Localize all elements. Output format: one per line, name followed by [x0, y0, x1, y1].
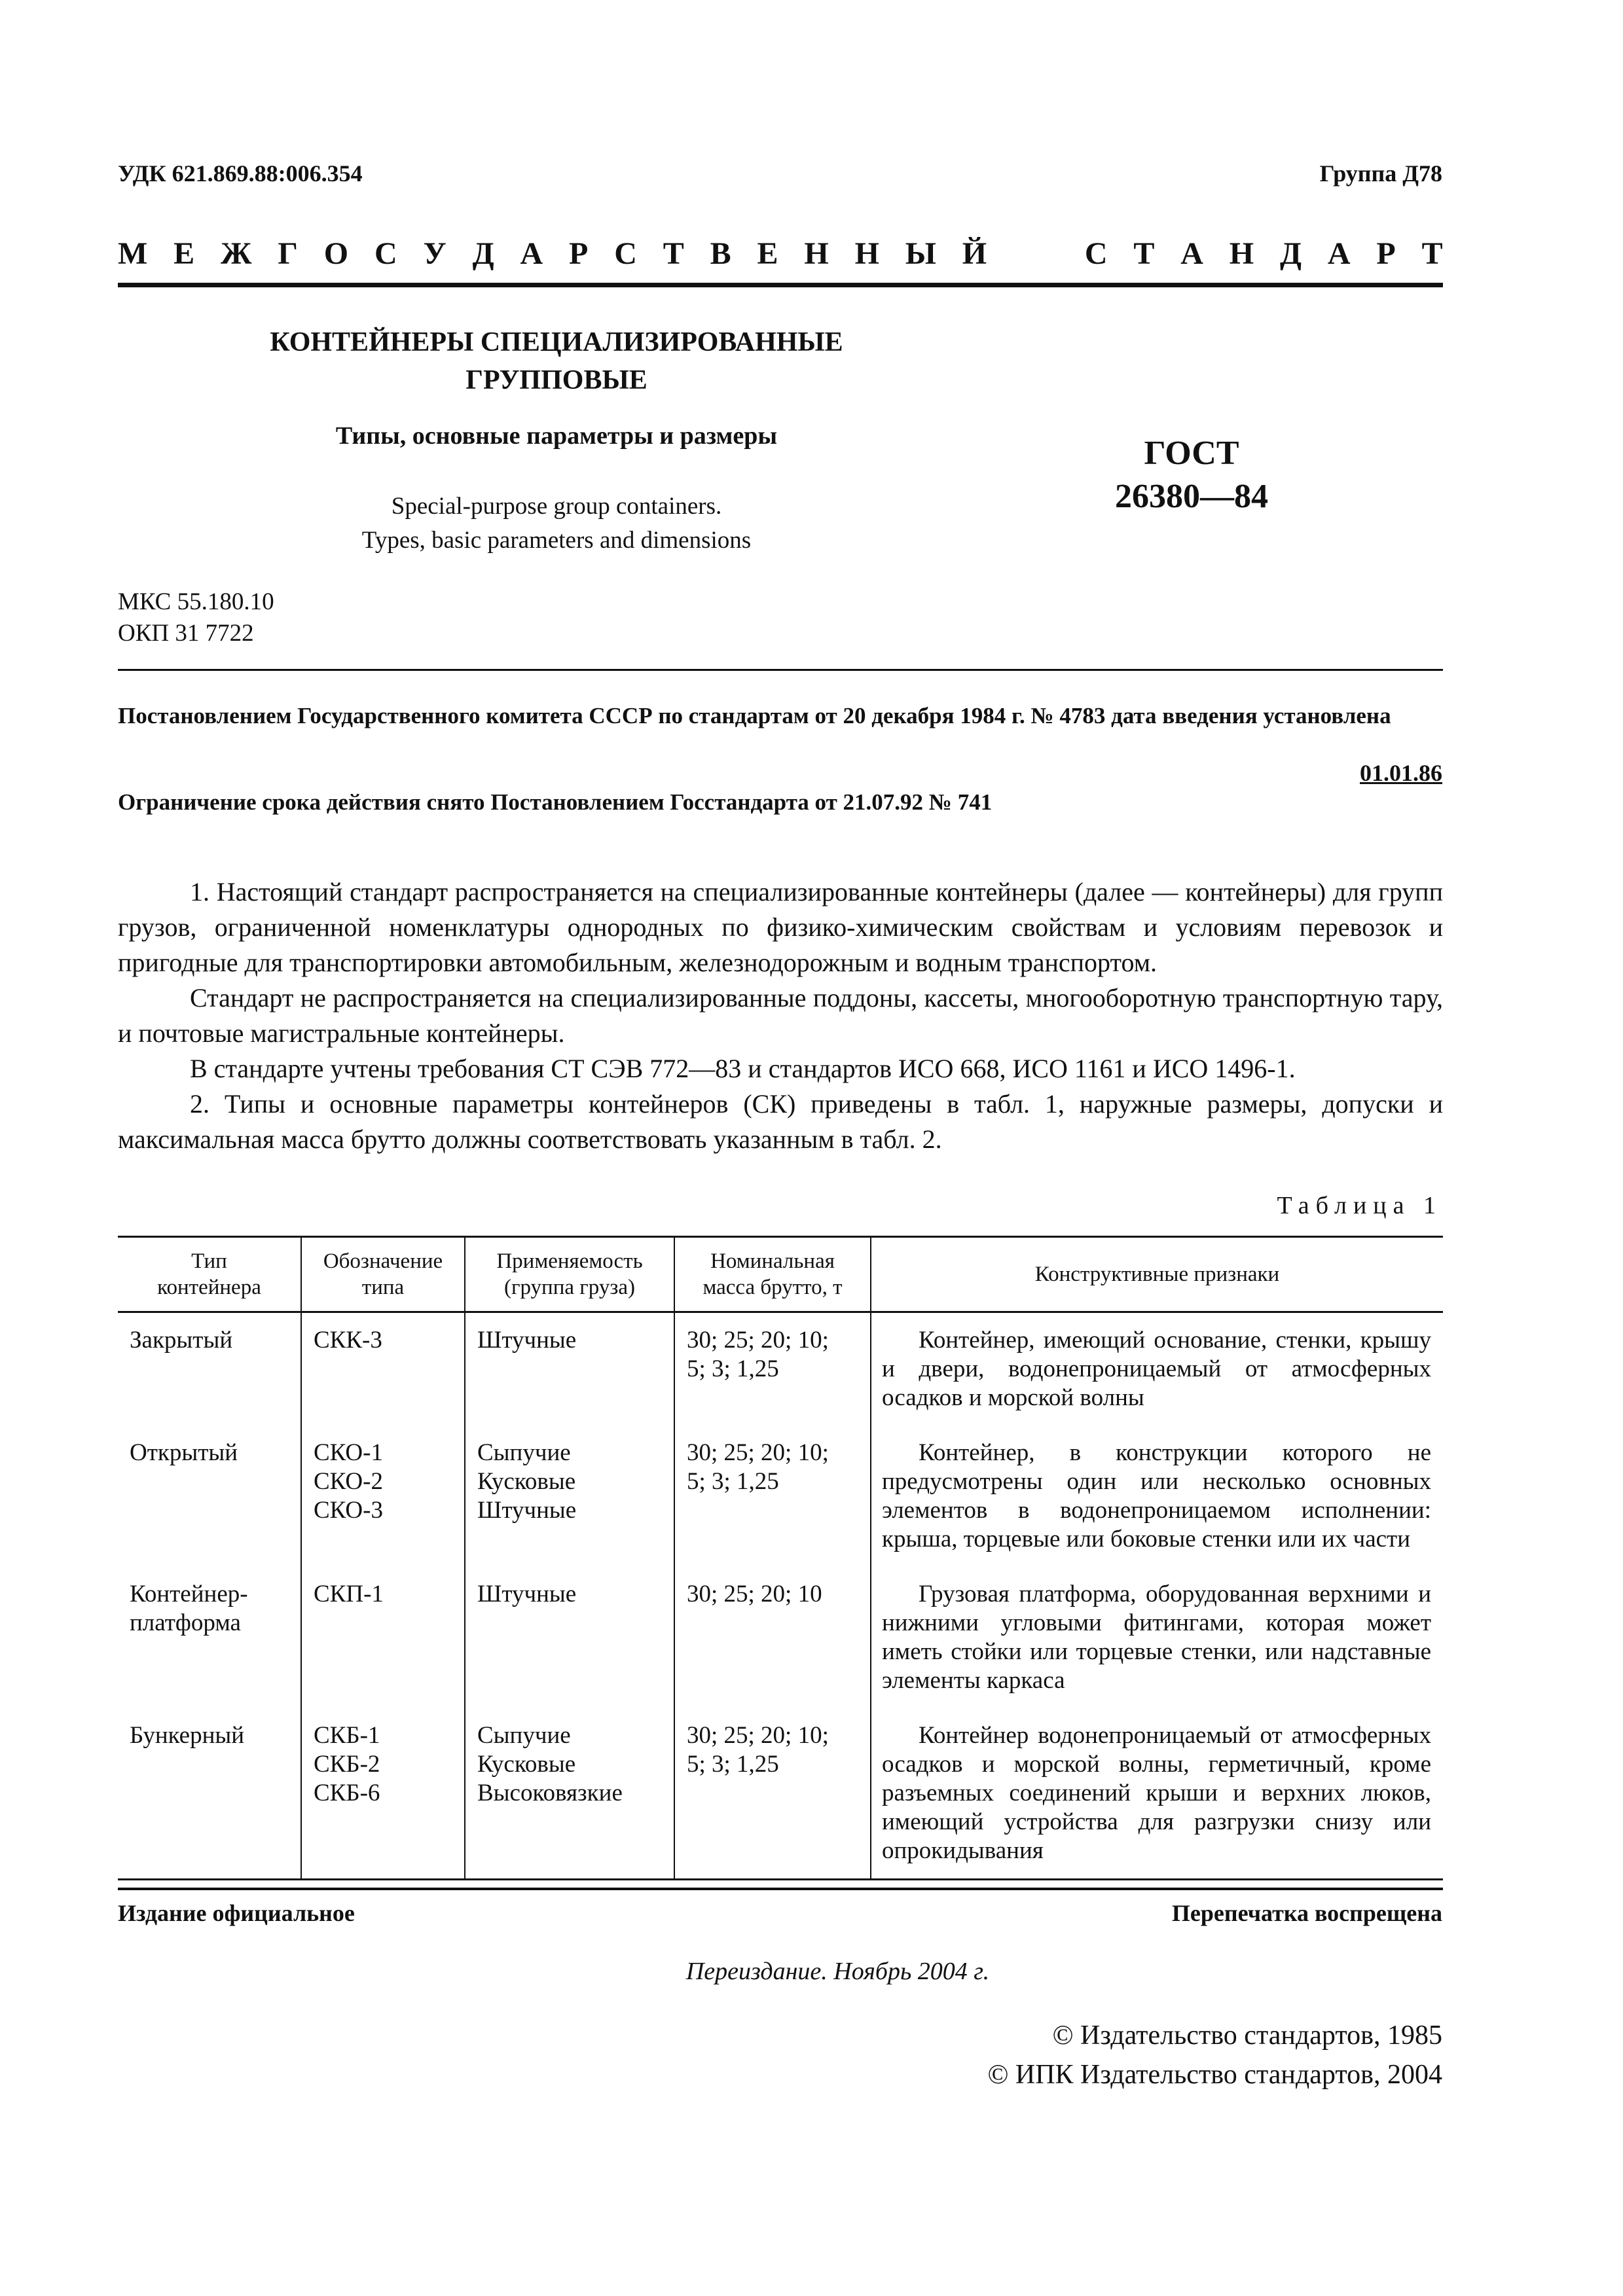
reissue-note: Переиздание. Ноябрь 2004 г.	[685, 1958, 990, 1985]
title-line-2: ГРУППОВЫЕ	[465, 365, 647, 395]
header-code: Обозначение типа	[301, 1237, 465, 1312]
header-mass: Номинальная масса брутто, т	[674, 1237, 871, 1312]
cell-cargo: Сыпучие Кусковые Штучные	[465, 1431, 674, 1572]
banner-letter: А	[1180, 236, 1203, 271]
banner-letter: Д	[1279, 236, 1302, 271]
banner-rule	[118, 283, 1443, 287]
banner-word-gap	[1013, 236, 1059, 272]
english-title-line-2: Types, basic parameters and dimensions	[361, 527, 752, 554]
reprint-prohibited-note: Перепечатка воспрещена	[1171, 1900, 1442, 1926]
cell-type: Бункерный	[130, 1722, 245, 1749]
copyright-line-2: © ИПК Издательство стандартов, 2004	[987, 2060, 1442, 2090]
banner-letter: А	[1327, 236, 1351, 271]
official-edition-note: Издание официальное	[118, 1900, 355, 1926]
cell-mass: 30; 25; 20; 10; 5; 3; 1,25	[674, 1431, 871, 1572]
banner-letter: Р	[1376, 236, 1396, 271]
gost-label: ГОСТ	[1144, 435, 1239, 472]
copyright-block	[987, 2016, 1442, 2094]
banner-letter: Т	[1133, 236, 1155, 271]
group-code: Группа Д78	[1319, 160, 1442, 187]
header-divider	[118, 669, 1443, 671]
cell-features: Контейнер водонепроницаемый от атмосферных осадков и морской волны, герметичный, кроме разъемных соединений крыши и верхних люков, имеющий устройства для разгрузки снизу или опрокидывания	[871, 1713, 1443, 1880]
english-title	[196, 490, 917, 558]
cell-code: СКБ-1 СКБ-2 СКБ-6	[301, 1713, 465, 1880]
paragraph: Стандарт не распространяется на специализированные поддоны, кассеты, многооборотную транспортную тару, и почтовые магистральные контейнеры.	[118, 983, 1443, 1048]
cell-code: СКП-1	[301, 1572, 465, 1713]
banner-letter: Т	[663, 236, 684, 271]
container-types-table	[118, 1236, 1443, 1880]
english-title-line-1: Special-purpose group containers.	[391, 493, 722, 520]
classification-codes	[118, 586, 274, 649]
banner-letter: У	[423, 236, 447, 271]
cell-features: Контейнер, в конструкции которого не предусмотрены один или несколько основных элементов в водонепроницаемом исполнении: крыша, торцевые или боковые стенки или их части	[871, 1431, 1443, 1572]
cell-code: СКК-3	[301, 1312, 465, 1431]
gost-designation	[1061, 432, 1322, 518]
mks-code: МКС 55.180.10	[118, 588, 274, 615]
cell-features: Контейнер, имеющий основание, стенки, крышу и двери, водонепроницаемый от атмосферных осадков и морской волны	[871, 1312, 1443, 1431]
banner-letter: Т	[1421, 236, 1443, 271]
header-type: Тип контейнера	[118, 1237, 301, 1312]
banner-letter: Д	[472, 236, 494, 271]
table-header-row	[118, 1237, 1443, 1312]
banner-letter: С	[374, 236, 397, 271]
cell-mass: 30; 25; 20; 10; 5; 3; 1,25	[674, 1713, 871, 1880]
paragraph: В стандарте учтены требования СТ СЭВ 772—83 и стандартов ИСО 668, ИСО 1161 и ИСО 1496-1.	[190, 1054, 1296, 1083]
paragraph: 1. Настоящий стандарт распространяется на специализированные контейнеры (далее — контейнеры) для групп грузов, ограниченной номенклатуры однородных по физико-химическим свойствам и условиям перевозок и пригодные для транспортировки автомобильным, железнодорожным и водным транспортом.	[118, 877, 1443, 977]
banner-letter: Г	[278, 236, 298, 271]
banner-letter: Ы	[905, 236, 936, 271]
title-line-1: КОНТЕЙНЕРЫ СПЕЦИАЛИЗИРОВАННЫЕ	[270, 327, 843, 357]
cell-cargo: Сыпучие Кусковые Высоковязкие	[465, 1713, 674, 1880]
banner-letter: В	[710, 236, 731, 271]
paragraph: 2. Типы и основные параметры контейнеров (СК) приведены в табл. 1, наружные размеры, допуски и максимальная масса брутто должны соответствовать указанным в табл. 2.	[118, 1089, 1443, 1154]
introduction-date: 01.01.86	[1360, 760, 1442, 786]
cell-type: Открытый	[130, 1439, 238, 1466]
cell-cargo: Штучные	[465, 1312, 674, 1431]
document-subtitle: Типы, основные параметры и размеры	[335, 422, 778, 450]
cell-cargo: Штучные	[465, 1572, 674, 1713]
table-label: Таблица 1	[1277, 1192, 1442, 1219]
limitation-note: Ограничение срока действия снято Постановлением Госстандарта от 21.07.92 № 741	[118, 789, 993, 815]
header-cargo: Применяемость (группа груза)	[465, 1237, 674, 1312]
banner-letter: С	[614, 236, 637, 271]
cell-type: Контейнер- платформа	[130, 1581, 248, 1636]
banner-letter: Р	[569, 236, 589, 271]
banner-letter: Ж	[221, 236, 252, 271]
body-text	[118, 874, 1443, 1157]
cell-code: СКО-1 СКО-2 СКО-3	[301, 1431, 465, 1572]
okp-code: ОКП 31 7722	[118, 620, 254, 647]
cell-mass: 30; 25; 20; 10; 5; 3; 1,25	[674, 1312, 871, 1431]
banner-letter: М	[118, 236, 148, 271]
banner-letter: А	[520, 236, 543, 271]
table-row	[118, 1572, 1443, 1713]
table-row	[118, 1713, 1443, 1880]
document-title	[196, 323, 917, 399]
table-row	[118, 1312, 1443, 1431]
banner-letter: Н	[804, 236, 829, 271]
decree-text: Постановлением Государственного комитета СССР по стандартам от 20 декабря 1984 г. № 4783 дата введения установлена	[118, 703, 1391, 728]
gost-number: 26380—84	[1115, 478, 1268, 515]
udk-code: УДК 621.869.88:006.354	[118, 160, 363, 187]
interstate-standard-banner	[118, 236, 1443, 272]
banner-letter: Е	[757, 236, 778, 271]
cell-type: Закрытый	[130, 1327, 233, 1354]
banner-letter: Й	[962, 236, 987, 271]
header-features: Конструктивные признаки	[871, 1237, 1443, 1312]
banner-letter: О	[323, 236, 349, 271]
banner-letter: Н	[854, 236, 879, 271]
table-row	[118, 1431, 1443, 1572]
banner-letter: Е	[173, 236, 195, 271]
banner-letter: С	[1084, 236, 1108, 271]
cell-mass: 30; 25; 20; 10	[674, 1572, 871, 1713]
banner-letter: Н	[1229, 236, 1254, 271]
footer-rule	[118, 1888, 1443, 1890]
cell-features: Грузовая платформа, оборудованная верхними и нижними угловыми фитингами, которая может иметь стойки или торцевые стенки, или надставные элементы каркаса	[871, 1572, 1443, 1713]
copyright-line-1: © Издательство стандартов, 1985	[1052, 2020, 1442, 2051]
